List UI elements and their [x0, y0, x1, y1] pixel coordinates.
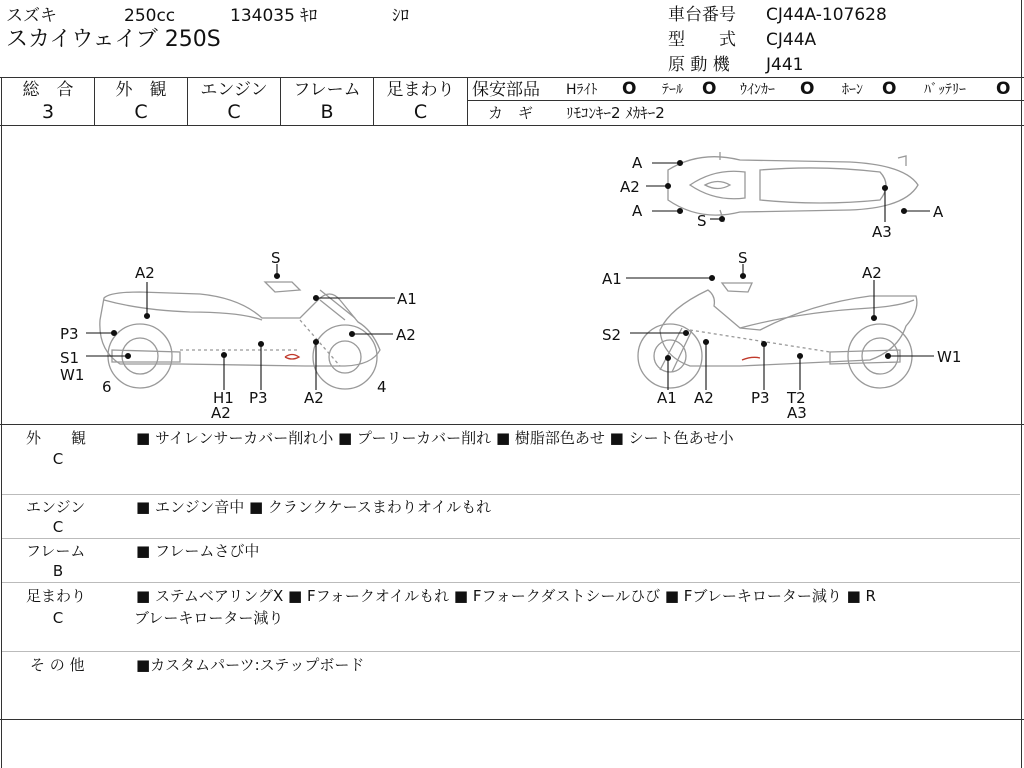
note-divider [2, 538, 1020, 539]
diagram-label: P3 [60, 325, 79, 343]
model-type: CJ44A [766, 30, 817, 50]
diagram-label: S1 [60, 349, 80, 367]
note-text-suspension-cont: ブレーキローター減り [134, 609, 284, 627]
note-label-frame: フレーム [26, 542, 86, 560]
diagram-label: A2 [304, 389, 324, 407]
diagram-label: A [632, 154, 643, 172]
diagram-label: W1 [937, 348, 962, 366]
diagram-label: A2 [396, 326, 416, 344]
diagram-label: A1 [602, 270, 622, 288]
exterior-label: 外 観 [115, 80, 167, 100]
note-divider [2, 582, 1020, 583]
diagram-label: A2 [694, 389, 714, 407]
engine-code: J441 [766, 55, 804, 75]
mileage: 134035 ｷﾛ [230, 6, 318, 26]
note-grade-exterior: C [52, 450, 64, 468]
note-label-exterior: 外 観 [26, 429, 87, 447]
diagram-label: A2 [862, 264, 882, 282]
diagram-label: S2 [602, 326, 622, 344]
model-type-label: 型 式 [668, 30, 736, 50]
diagram-label: A1 [397, 290, 417, 308]
diagram-label: S [697, 212, 707, 230]
safety-item-status: O [702, 79, 717, 99]
note-divider [2, 651, 1020, 652]
note-text-suspension: ■ ステムベアリングX ■ Fフォークオイルもれ ■ Fフォークダストシールひび ■ Fブレーキローター減り ■ R [136, 587, 876, 605]
diagram-label: A1 [657, 389, 677, 407]
note-label-suspension: 足まわり [26, 587, 87, 605]
note-text-engine: ■ エンジン音中 ■ クランクケースまわりオイルもれ [136, 498, 492, 516]
note-text-frame: ■ フレームさび中 [136, 542, 260, 560]
frame-grade: B [320, 101, 334, 123]
diagram-label: 4 [377, 378, 387, 396]
diagram-label: P3 [249, 389, 268, 407]
safety-item-status: O [996, 79, 1011, 99]
maker: スズキ [6, 6, 57, 26]
diagram-label: A3 [872, 223, 892, 241]
diagram-label: A [933, 203, 944, 221]
safety-item-name: ｳｲﾝｶｰ [740, 82, 775, 98]
safety-label: 保安部品 [472, 80, 540, 100]
diagram-label: A3 [787, 404, 807, 422]
key-label: カ ギ [488, 104, 534, 122]
overall-grade: 3 [41, 101, 55, 123]
safety-item-name: ﾎｰﾝ [842, 82, 863, 98]
displacement: 250cc [124, 6, 176, 26]
safety-item-name: Hﾗｲﾄ [566, 82, 598, 98]
note-grade-suspension: C [52, 609, 64, 627]
diagram-label: P3 [751, 389, 770, 407]
note-grade-frame: B [52, 562, 64, 580]
diagram-label: W1 [60, 366, 85, 384]
diagram-label: A2 [211, 404, 231, 422]
engine-grade: C [227, 101, 241, 123]
note-divider [2, 494, 1020, 495]
engine-label: 原 動 機 [668, 55, 730, 75]
engine-grade-label: エンジン [200, 80, 268, 100]
frame-no-label: 車台番号 [668, 5, 736, 25]
suspension-grade-label: 足まわり [386, 80, 455, 100]
safety-item-name: ﾃｰﾙ [662, 82, 683, 98]
frame-grade-label: フレーム [293, 80, 361, 100]
diagram-label: T2 [787, 389, 806, 407]
note-text-exterior: ■ サイレンサーカバー削れ小 ■ プーリーカバー削れ ■ 樹脂部色あせ ■ シート色あせ小 [136, 429, 734, 447]
note-grade-engine: C [52, 518, 64, 536]
safety-item-status: O [882, 79, 897, 99]
safety-item-name: ﾊﾞｯﾃﾘｰ [924, 82, 966, 98]
safety-item-status: O [800, 79, 815, 99]
diagram-label: S [271, 249, 281, 267]
diagram-label: A [632, 202, 643, 220]
note-label-engine: エンジン [26, 498, 86, 516]
overall-label: 総 合 [22, 80, 74, 100]
diagram-label: H1 [213, 389, 234, 407]
model-name: スカイウェイブ 250S [6, 27, 221, 52]
frame-no: CJ44A-107628 [766, 5, 887, 25]
diagram-label: S [738, 249, 748, 267]
note-text-other: ■カスタムパーツ:ステップボード [136, 656, 365, 674]
diagram-label: A2 [135, 264, 155, 282]
exterior-grade: C [134, 101, 148, 123]
key-value: ﾘﾓｺﾝｷｰ2 ﾒｶｷｰ2 [566, 104, 665, 122]
suspension-grade: C [413, 101, 428, 123]
color: ｼﾛ [392, 6, 409, 26]
note-label-other: そ の 他 [30, 656, 85, 674]
safety-item-status: O [622, 79, 637, 99]
diagram-label: 6 [102, 378, 112, 396]
diagram-label: A2 [620, 178, 640, 196]
